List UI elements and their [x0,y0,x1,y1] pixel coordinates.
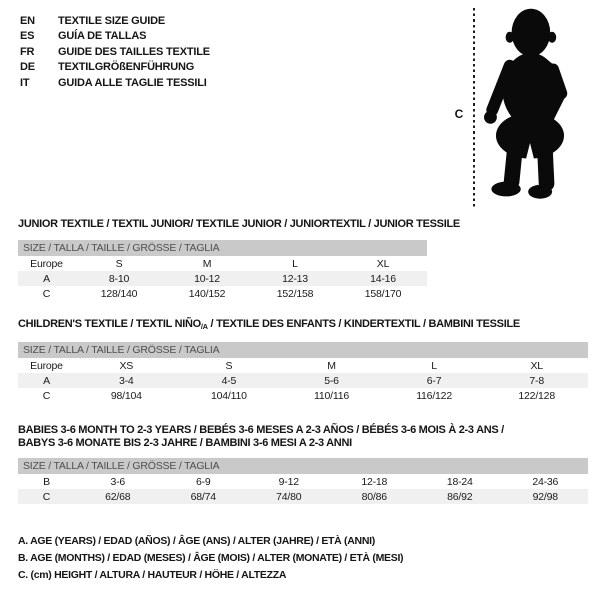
size-value-cell: L [431,359,437,372]
size-table [18,256,427,301]
row-label-cell: Europe [30,257,63,270]
size-header-bar: SIZE / TALLA / TAILLE / GRÖSSE / TAGLIA [18,342,588,358]
language-title: TEXTILGRÖßENFÜHRUNG [58,61,195,74]
language-row [20,44,210,60]
table-title-text: CHILDREN'S TEXTILE / TEXTIL NIÑO [18,318,201,330]
size-header-bar: SIZE / TALLA / TAILLE / GRÖSSE / TAGLIA [18,240,427,256]
size-value-cell: 12-18 [361,475,388,488]
row-label-cell: C [42,287,51,300]
language-code: FR [20,45,35,58]
table-title [18,318,588,333]
language-code: ES [20,30,35,43]
size-header-bar: SIZE / TALLA / TAILLE / GRÖSSE / TAGLIA [18,458,588,474]
size-value-cell: 7-8 [485,373,588,388]
legend-notes [18,533,403,584]
size-value-cell: 74/80 [246,489,332,504]
language-row [20,75,210,91]
size-value-cell: 98/104 [110,389,142,402]
size-value-cell: XL [530,359,543,372]
size-value-cell: M [327,359,336,372]
size-value-cell: 4-5 [178,373,281,388]
table-row [18,489,588,504]
table-row [18,373,588,388]
size-value-cell: 6-9 [195,475,211,488]
language-row [20,29,210,45]
size-value-cell: 12-13 [251,271,339,286]
size-value-cell: 86/92 [417,489,503,504]
row-label-cell: A [18,271,75,286]
babies-textile-section [18,424,588,504]
table-row [18,388,588,403]
size-value-cell: 104/110 [211,389,247,402]
language-code: IT [20,76,30,89]
size-value-cell: 3-4 [75,373,178,388]
table-row [18,358,588,373]
table-title: JUNIOR TEXTILE / TEXTIL JUNIOR/ TEXTILE JUNIOR / JUNIORTEXTIL / JUNIOR TESSILE [18,218,460,230]
table-title [18,424,588,450]
height-measure-line [473,8,475,208]
size-value-cell: 152/158 [276,287,314,300]
size-value-cell: XL [376,257,390,270]
size-value-cell: M [202,257,212,270]
table-title-subscript: /A [200,322,208,331]
size-value-cell: 24-36 [532,475,559,488]
language-code: EN [20,14,35,27]
baby-silhouette-icon [484,6,576,212]
language-title: GUIDE DES TAILLES TEXTILE [58,45,210,58]
language-title-list [20,13,210,91]
size-value-cell: 92/98 [503,489,589,504]
size-value-cell: L [292,257,298,270]
row-label-cell: B [43,475,50,488]
size-value-cell: 122/128 [518,389,555,402]
language-row [20,60,210,76]
size-value-cell: S [115,257,123,270]
size-value-cell: 9-12 [278,475,299,488]
size-value-cell: 10-12 [163,271,251,286]
size-value-cell: 158/170 [364,287,402,300]
size-table [18,474,588,504]
size-value-cell: 3-6 [110,475,126,488]
size-value-cell: 62/68 [75,489,161,504]
size-value-cell: 5-6 [280,373,383,388]
size-value-cell: 8-10 [75,271,163,286]
size-value-cell: 116/122 [416,389,452,402]
size-value-cell: 110/116 [313,389,349,402]
childrens-textile-section [18,318,588,403]
height-label-c: C [454,107,464,121]
table-row [18,256,427,271]
table-row [18,286,427,301]
legend-note-b: B. AGE (MONTHS) / EDAD (MESES) / ÂGE (MOIS) / ALTER (MONATE) / ETÀ (MESI) [18,552,404,564]
language-code: DE [20,61,35,74]
table-row [18,271,427,286]
size-value-cell: 140/152 [188,287,226,300]
size-value-cell: 80/86 [332,489,418,504]
size-value-cell: XS [119,359,134,372]
junior-textile-section [18,218,460,301]
row-label-cell: Europe [30,359,63,372]
language-title: GUIDA ALLE TAGLIE TESSILI [58,76,207,89]
table-title-line1: BABIES 3-6 MONTH TO 2-3 YEARS / BEBÉS 3-6 MESES A 2-3 AÑOS / BÉBÉS 3-6 MOIS À 2-3 ANS / [18,424,504,436]
row-label-cell: A [18,373,75,388]
legend-note-a: A. AGE (YEARS) / EDAD (AÑOS) / ÂGE (ANS) / ALTER (JAHRE) / ETÀ (ANNI) [18,535,375,547]
table-title-text: / TEXTILE DES ENFANTS / KINDERTEXTIL / BAMBINI TESSILE [207,318,520,330]
language-title: GUÍA DE TALLAS [58,30,147,43]
row-label-cell: C [18,489,75,504]
row-label-cell: C [42,389,51,402]
size-value-cell: 6-7 [383,373,486,388]
size-table [18,358,588,403]
table-row [18,474,588,489]
size-value-cell: 14-16 [339,271,427,286]
size-value-cell: 18-24 [446,475,473,488]
legend-note-c: C. (cm) HEIGHT / ALTURA / HAUTEUR / HÖHE / ALTEZZA [18,569,287,581]
size-value-cell: S [225,359,233,372]
language-row [20,13,210,29]
size-value-cell: 128/140 [100,287,138,300]
language-title: TEXTILE SIZE GUIDE [58,14,166,27]
table-title-line2: BABYS 3-6 MONATE BIS 2-3 JAHRE / BAMBINI 3-6 MESI A 2-3 ANNI [18,437,352,449]
size-value-cell: 68/74 [161,489,247,504]
